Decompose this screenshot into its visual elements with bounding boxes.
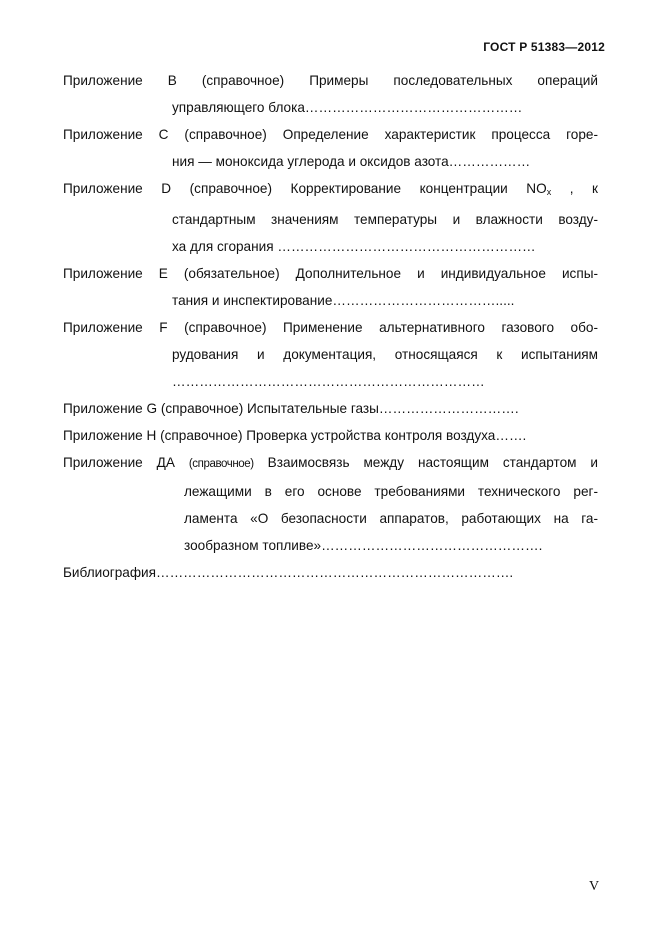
toc-entry-title: Приложение Е (обязательное) Дополнительное и индивидуальное испы- xyxy=(63,266,598,281)
toc-entry-bibliography[interactable] xyxy=(63,559,598,586)
document-header: ГОСТ Р 51383—2012 xyxy=(483,40,605,54)
toc-entry-appendix-g[interactable] xyxy=(63,395,598,422)
toc-entry-appendix-b[interactable] xyxy=(63,67,598,121)
page-number: V xyxy=(589,879,600,894)
toc-entry-title xyxy=(63,175,598,206)
toc-entry-appendix-h[interactable] xyxy=(63,422,598,449)
toc-entry-appendix-e[interactable] xyxy=(63,260,598,314)
toc-entry-continuation: зообразном топливе»…………………………………………. xyxy=(184,538,543,553)
toc-entry-title: Приложение F (справочное) Применение альтернативного газового обо- xyxy=(63,320,598,335)
toc-entry-title: Приложение Н (справочное) Проверка устройства контроля воздуха……. xyxy=(63,428,527,443)
toc-entry-continuation: ламента «О безопасности аппаратов, работающих на га- xyxy=(184,511,598,526)
toc-entry-continuation: …………………………………………………………… xyxy=(172,374,485,389)
table-of-contents xyxy=(63,67,598,586)
toc-entry-continuation: ния — моноксида углерода и оксидов азота……………… xyxy=(172,154,531,169)
toc-entry-kind: (справочное) xyxy=(188,458,254,470)
toc-entry-title-part: Приложение D (справочное) Корректирование концентрации NO xyxy=(63,181,547,196)
toc-entry-appendix-f[interactable] xyxy=(63,314,598,395)
toc-entry-title xyxy=(63,449,598,478)
toc-entry-title-part: Взаимосвязь между настоящим стандартом и xyxy=(267,455,599,470)
toc-entry-title: Приложение С (справочное) Определение характеристик процесса горе- xyxy=(63,127,598,142)
toc-entry-title: Библиография……………………………………………………………………. xyxy=(63,565,514,580)
toc-entry-prefix: Приложение ДА xyxy=(63,455,175,470)
toc-entry-continuation: рудования и документация, относящаяся к испытаниям xyxy=(172,347,598,362)
toc-entry-title-part: , к xyxy=(551,181,598,196)
toc-entry-appendix-d[interactable] xyxy=(63,175,598,260)
toc-entry-continuation: ха для сгорания ………………………………………………… xyxy=(172,239,536,254)
toc-entry-continuation: лежащими в его основе требованиями технического рег- xyxy=(184,484,598,499)
toc-entry-continuation: тания и инспектирование………………………………..... xyxy=(172,293,515,308)
toc-entry-appendix-c[interactable] xyxy=(63,121,598,175)
toc-entry-title: Приложение G (справочное) Испытательные газы…………………………. xyxy=(63,401,519,416)
toc-entry-continuation: стандартным значениям температуры и влажности возду- xyxy=(172,212,598,227)
toc-entry-continuation: управляющего блока………………………………………… xyxy=(172,100,523,115)
toc-entry-appendix-da[interactable] xyxy=(63,449,598,559)
subscript-x: x xyxy=(546,187,552,197)
toc-entry-title: Приложение В (справочное) Примеры последовательных операций xyxy=(63,73,598,88)
